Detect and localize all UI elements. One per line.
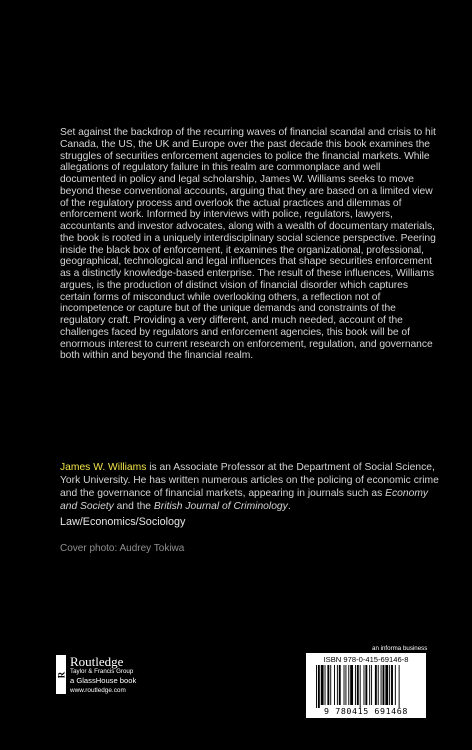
publisher-imprint: a GlassHouse book <box>70 676 137 685</box>
journal-title: Economy and Society <box>60 488 429 512</box>
author-bio <box>60 461 440 513</box>
publisher-url: www.routledge.com <box>70 687 126 694</box>
author-bio-text: . <box>287 501 291 512</box>
author-bio-text: is an Associate Professor at the Department of Social Science, York University. He has written numerous articles on the policing of economic crime and the governance of financial markets, appearing in journals such as <box>60 462 439 499</box>
isbn-label: ISBN 978-0-415-69146-8 <box>323 655 409 664</box>
publisher-name: Routledge <box>70 654 124 669</box>
barcode-number: 9 780415 691468 <box>324 706 408 716</box>
publisher-text <box>70 655 136 695</box>
author-name: James W. Williams <box>60 462 147 473</box>
back-cover-blurb: Set against the backdrop of the recurring waves of financial scandal and crisis to hit Canada, the US, the UK and Europe over the past decade this book examines the struggles of securities enforcement agencies to police the financial markets. While allegations of regulatory failure in this realm are commonplace and well documented in policy and legal scholarship, James W. Williams seeks to move beyond these conventional accounts, arguing that they are based on a limited view of the regulatory process and overlook the actual practices and dilemmas of enforcement work. Informed by interviews with police, regulators, lawyers, accountants and investor advocates, along with a wealth of documentary materials, the book is rooted in a uniquely interdisciplinary social science perspective. Peering inside the black box of enforcement, it examines the organizational, professional, geographical, technological and legal influences that shape securities enforcement as a distinctly knowledge-based enterprise. The result of these influences, Williams argues, is the production of distinct vision of financial disorder which captures certain forms of misconduct while overlooking others, a reflection not of incompetence or capture but of the unique demands and constraints of the regulatory craft. Providing a very different, and much needed, account of the challenges faced by regulators and enforcement agencies, this book will be of enormous interest to current research on enforcement, regulation, and governance both within and beyond the financial realm. <box>60 127 436 362</box>
routledge-logo-icon <box>56 655 66 694</box>
cover-photo-credit: Cover photo: Audrey Tokiwa <box>60 543 185 554</box>
isbn-barcode <box>306 653 426 718</box>
informa-tagline: an informa business <box>372 645 428 652</box>
publisher-group: Taylor & Francis Group <box>70 668 134 675</box>
author-bio-text: and the <box>113 501 154 512</box>
publisher-logo <box>56 655 136 695</box>
routledge-logo-letter: R <box>56 671 66 678</box>
journal-title: British Journal of Criminology <box>153 501 288 512</box>
subject-categories: Law/Economics/Sociology <box>60 516 186 528</box>
